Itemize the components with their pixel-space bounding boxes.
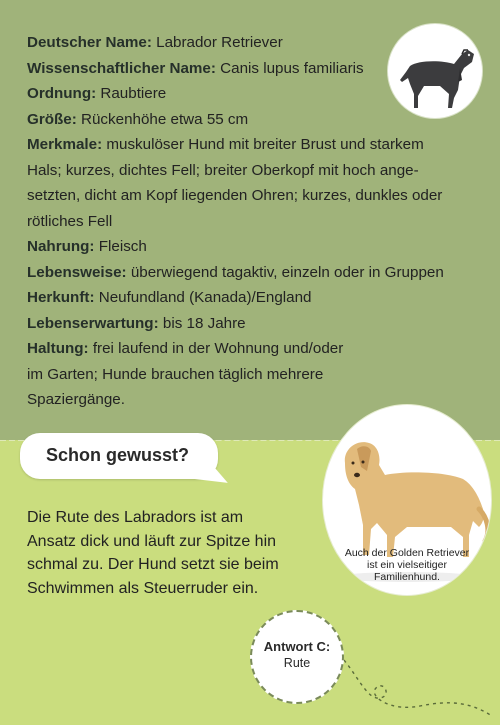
fact-value: Fleisch [94, 238, 147, 255]
fact-label: Nahrung: [27, 238, 95, 255]
text-line: schmal zu. Der Hund setzt sie beim [27, 556, 279, 573]
fact-value: bis 18 Jahre [158, 314, 246, 332]
fact-value: rötliches Fell [27, 212, 113, 230]
fact-value: Neufundland (Kanada)/England [94, 289, 312, 306]
did-you-know-title: Schon gewusst? [46, 445, 190, 465]
answer-value: Rute [283, 656, 311, 670]
fact-label: Herkunft: [27, 289, 95, 306]
fact-label: Größe: [27, 110, 77, 128]
caption-line: ist ein vielseitiger [367, 559, 447, 571]
caption-line: Familienhund. [374, 571, 440, 583]
fact-value: muskulöser Hund mit breiter Brust und starkem [102, 136, 424, 153]
fact-label: Ordnung: [27, 85, 97, 102]
fact-value: überwiegend tagaktiv, einzeln oder in Gruppen [126, 263, 444, 281]
fact-label: Merkmale: [27, 136, 103, 153]
fact-value: frei laufend in der Wohnung und/oder [88, 340, 344, 357]
text-line: Ansatz dick und läuft zur Spitze hin [27, 532, 277, 550]
fact-value: Rückenhöhe etwa 55 cm [76, 110, 249, 128]
fact-label: Haltung: [27, 340, 89, 357]
fact-label: Lebensweise: [27, 263, 127, 281]
fact-label: Lebenserwartung: [27, 314, 159, 332]
fact-value: Canis lupus familiaris [215, 59, 364, 77]
fact-value: Labrador Retriever [151, 34, 283, 51]
caption-line: Auch der Golden Retriever [344, 547, 470, 559]
fact-label: Wissenschaftlicher Name: [27, 59, 216, 77]
answer-title: Antwort C: [263, 639, 331, 654]
fact-value: Raubtiere [96, 85, 167, 102]
fact-value: Hals; kurzes, dichtes Fell; breiter Oberkopf mit hoch ange- [27, 161, 419, 179]
fact-value: setzten, dicht am Kopf liegenden Ohren; kurzes, dunkles oder [27, 187, 443, 204]
fact-value: Spaziergänge. [27, 391, 125, 408]
fact-value: im Garten; Hunde brauchen täglich mehrere [27, 365, 324, 383]
text-line: Die Rute des Labradors ist am [27, 509, 244, 526]
text-line: Schwimmen als Steuerruder ein. [27, 579, 259, 597]
fact-label: Deutscher Name: [27, 34, 152, 51]
